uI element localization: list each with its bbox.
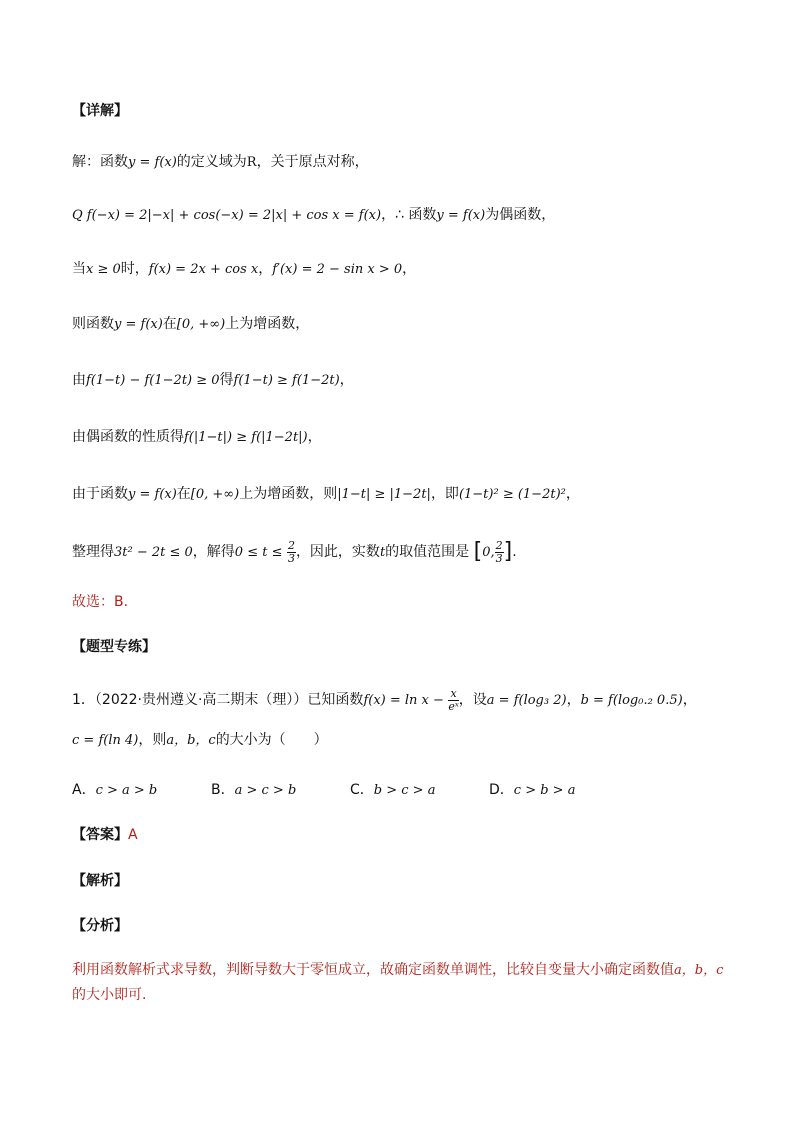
text: 由 [72,372,86,388]
text: 的定义域为 [176,154,247,170]
option-label: C． [350,782,374,798]
text: 当 [72,261,86,277]
math: f(x) = ln x − [363,693,444,708]
option-value: c > a > b [95,783,158,798]
text: 上为增函数， [225,316,310,332]
text: 得 [219,372,234,388]
option-c[interactable] [350,780,489,801]
text: ，解得 [192,544,235,560]
solution-line-7 [72,484,734,505]
text: ， [307,429,322,445]
solution-line-2 [72,205,734,226]
text: . [512,544,517,560]
fraction-denominator: eˣ [448,699,459,713]
text: 上为增函数，则 [239,486,338,502]
math: a = f(log₃ 2) [486,693,567,708]
solution-line-8 [72,538,734,567]
math: t [379,545,386,560]
text: 利用函数解析式求导数，判断导数大于零恒成立，故确定函数单调性，比较自变量大小确定函数值 [72,962,674,978]
option-a[interactable] [72,780,211,801]
answer-line [72,825,734,845]
fraction [287,540,296,565]
fraction [495,540,504,565]
solution-line-1 [72,152,734,173]
option-label: B． [211,782,235,798]
text: ， [682,692,697,708]
math: f(1−t) ≥ f(1−2t) [233,373,340,388]
practice-heading: 【题型专练】 [72,639,156,655]
math: 0 ≤ t ≤ [234,545,283,560]
math: f(|1−t|) ≥ f(|1−2t|) [184,430,308,445]
text: 在 [176,486,191,502]
text: 为偶函数， [485,207,556,223]
text: ， [258,261,273,277]
option-value: b > c > a [373,783,436,798]
math: y = f(x) [114,317,163,332]
solution-line-4 [72,314,734,335]
math: 0, [482,545,495,560]
fraction-numerator: 2 [287,538,295,552]
text: ，关于原点对称， [256,154,369,170]
math: f′(x) = 2 − sin x > 0 [272,262,403,277]
math: x ≥ 0 [86,262,121,277]
text: ，∴ 函数 [381,207,437,223]
text: 由于函数 [72,486,128,502]
math: a，b，c [166,733,216,748]
fraction [448,688,458,713]
solution-conclusion: 故选：B. [72,594,129,610]
fraction-denominator: 3 [495,551,503,565]
fraction-numerator: 2 [495,538,503,552]
math: |1−t| ≥ |1−2t| [337,487,431,502]
math: b = f(log₀.₂ 0.5) [580,693,683,708]
math: R [246,155,257,170]
text: ，即 [430,486,459,502]
math: c = f(ln 4) [72,733,139,748]
text: ，因此，实数 [295,544,380,560]
solution-line-6 [72,427,734,448]
fraction-denominator: 3 [287,551,295,565]
text: 在 [162,316,177,332]
analysis-text [72,958,734,1007]
answer-value: A [128,827,138,843]
math: a，b，c [674,963,724,978]
question-line-1 [72,686,734,715]
text: 由偶函数的性质得 [72,429,184,445]
answer-heading: 【答案】 [72,827,128,843]
math: y = f(x) [436,208,486,223]
text: 1．（2022·贵州遵义·高二期末（理））已知函数 [72,692,364,708]
text: ，设 [458,692,487,708]
text: 的取值范围是 [385,544,470,560]
text: 时， [120,261,149,277]
detail-heading: 【详解】 [72,103,128,119]
math: [0, +∞) [190,487,240,502]
text: ， [565,486,580,502]
option-value: c > b > a [513,783,576,798]
text: ， [339,372,354,388]
options-row [72,780,734,801]
interval-right-bracket: ] [503,539,513,564]
math: 3t² − 2t ≤ 0 [114,545,193,560]
option-label: A． [72,782,96,798]
math: f(1−t) − f(1−2t) ≥ 0 [86,373,220,388]
option-value: a > c > b [234,783,297,798]
solution-line-3 [72,259,734,280]
math: f(x) = 2x + cos x [148,262,259,277]
text: 的大小为（ ） [215,732,328,748]
math: y = f(x) [128,487,177,502]
text: 解：函数 [72,154,128,170]
math: (1−t)² ≥ (1−2t)² [458,487,566,502]
math: [0, +∞) [176,317,226,332]
text: 的大小即可. [72,987,147,1003]
math: y = f(x) [128,155,177,170]
option-b[interactable] [211,780,350,801]
interval-left-bracket: [ [473,539,483,564]
text: ， [402,261,417,277]
option-label: D． [489,782,514,798]
text: 则函数 [72,316,114,332]
question-line-2 [72,730,734,751]
option-d[interactable] [489,780,628,801]
text: ， [566,692,581,708]
text: 整理得 [72,544,114,560]
analysis-sub-heading: 【分析】 [72,918,128,934]
math: Q f(−x) = 2|−x| + cos(−x) = 2|x| + cos x = f(x) [72,208,382,223]
text: ，则 [138,732,167,748]
analysis-heading: 【解析】 [72,873,128,889]
solution-line-5 [72,370,734,391]
fraction-numerator: x [448,688,458,701]
